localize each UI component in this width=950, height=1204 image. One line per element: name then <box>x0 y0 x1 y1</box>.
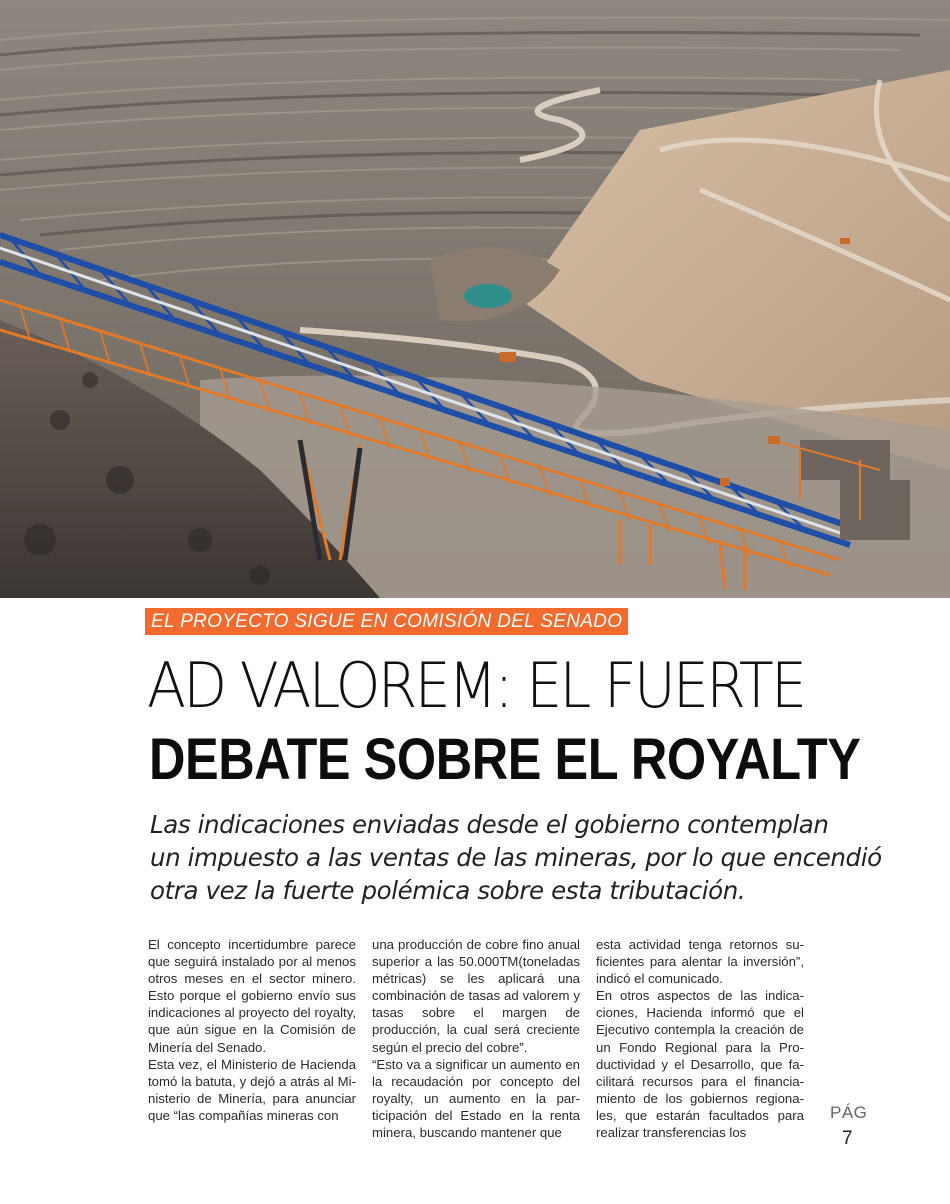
hero-photo-open-pit-mine <box>0 0 950 598</box>
subheadline-line-2: un impuesto a las ventas de las mineras, por lo que encendió <box>150 843 882 872</box>
subheadline-line-3: otra vez la fuerte polémica sobre esta tributación. <box>150 876 746 905</box>
page-label: PÁG <box>830 1103 868 1122</box>
kicker-label: EL PROYECTO SIGUE EN COMISIÓN DEL SENADO <box>145 608 628 635</box>
body-column-3 <box>596 936 804 1151</box>
body-paragraph: esta actividad tenga retornos suficientes para alentar la inversión”, indicó el comunicado. <box>596 937 804 987</box>
body-column-1 <box>148 936 356 1151</box>
body-paragraph: Esta vez, el Ministerio de Hacienda tomó la batuta, y dejó a atrás al Ministerio de Minería, para anunciar que “las compañías mineras con <box>148 1056 356 1123</box>
mine-illustration <box>0 0 950 598</box>
headline-line-2: DEBATE SOBRE EL ROYALTY <box>149 727 861 792</box>
body-column-2 <box>372 936 580 1151</box>
body-paragraph: El concepto incertidumbre parece que seguirá instalado por al menos otros meses en el sector minero. Esto porque el gobierno envío sus indicaciones al proyecto del royalty, que aún sigue en la Comisión de Minería del Senado. <box>148 937 356 1055</box>
page-number: 7 <box>842 1128 853 1149</box>
subheadline <box>150 808 882 907</box>
headline-line-1: AD VALOREM: EL FUERTE <box>147 649 805 722</box>
body-paragraph: “Esto va a significar un aumento en la recaudación por concepto del royalty, un aumento en la participación del Estado en la renta minera, buscando mantener que <box>372 1056 580 1141</box>
body-paragraph: En otros aspectos de las indicaciones, Hacienda informó que el Ejecutivo contempla la creación de un Fondo Regional para la Productividad y el Desarrollo, que facilitará recursos para el financiamiento de los gobiernos regionales, que estarán facultados para realizar transferencias los <box>596 988 804 1141</box>
subheadline-line-1: Las indicaciones enviadas desde el gobierno contemplan <box>150 810 829 839</box>
body-paragraph: una producción de cobre fino anual superior a las 50.000TM(toneladas métricas) se les aplicará una combinación de tasas ad valorem y tasas sobre el margen de producción, la cual será creciente según el precio del cobre”. <box>372 937 580 1055</box>
